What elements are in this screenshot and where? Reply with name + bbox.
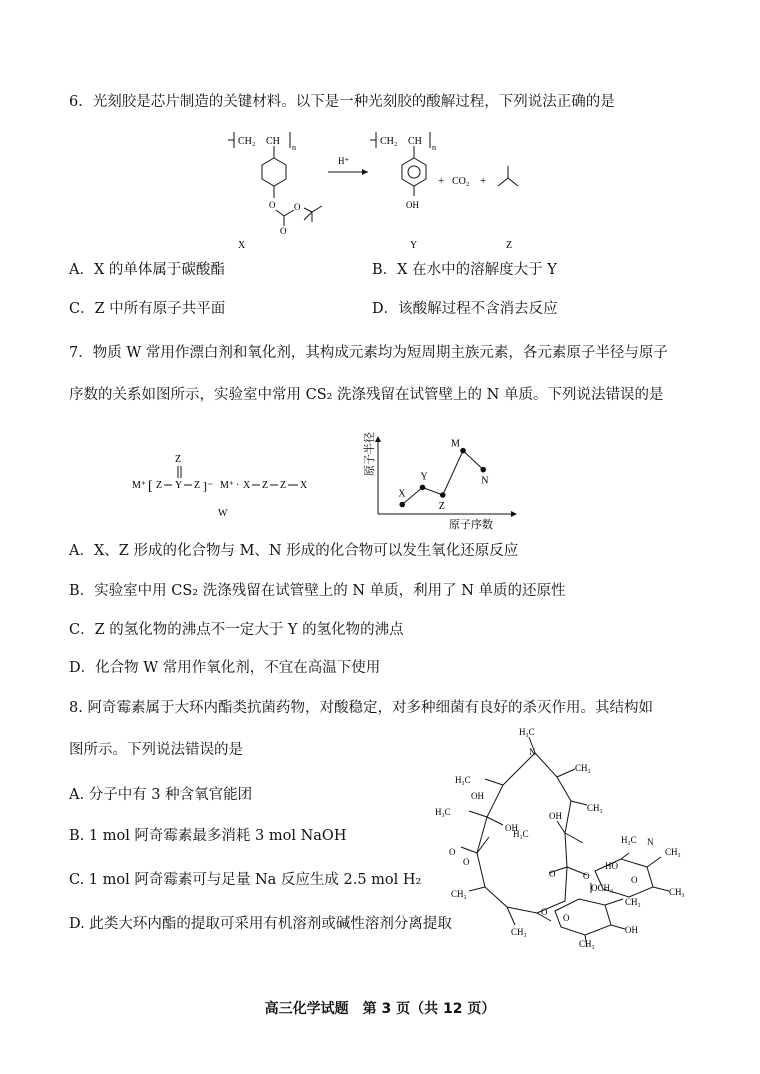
svg-text:n: n bbox=[432, 143, 436, 152]
svg-text:[: [ bbox=[148, 479, 153, 494]
svg-text:CH: CH bbox=[408, 136, 422, 147]
svg-text:CH₃: CH₃ bbox=[587, 803, 603, 813]
point-label-y: Y bbox=[420, 471, 428, 483]
y-axis-label: 原子半径 bbox=[364, 432, 376, 476]
q8-option-c[interactable]: C. 1 mol 阿奇霉素可与足量 Na 反应生成 2.5 mol H₂ bbox=[69, 872, 422, 888]
q6-option-c[interactable]: C．Z 中所有原子共平面 bbox=[69, 301, 226, 317]
svg-text:O: O bbox=[583, 871, 590, 881]
svg-text:OH: OH bbox=[625, 925, 638, 935]
co2-label: CO₂ bbox=[452, 176, 470, 187]
q8-stem-line2: 图所示。下列说法错误的是 bbox=[69, 742, 243, 758]
q7-radius-chart bbox=[345, 432, 520, 532]
svg-text:H₃C: H₃C bbox=[519, 727, 535, 737]
q6-stem: 6．光刻胶是芯片制造的关键材料。以下是一种光刻胶的酸解过程，下列说法正确的是 bbox=[69, 94, 615, 110]
svg-text:HO: HO bbox=[605, 861, 618, 871]
point-m bbox=[460, 448, 466, 454]
svg-text:+: + bbox=[480, 175, 487, 187]
svg-text:CH₃: CH₃ bbox=[625, 897, 641, 907]
q8-option-b[interactable]: B. 1 mol 阿奇霉素最多消耗 3 mol NaOH bbox=[69, 828, 347, 844]
molecule-z bbox=[498, 166, 518, 251]
q6-reaction-diagram bbox=[220, 128, 550, 256]
label-x: X bbox=[238, 240, 246, 251]
q7-stem-line1: 7．物质 W 常用作漂白剂和氧化剂，其构成元素均为短周期主族元素，各元素原子半径与原子 bbox=[69, 345, 668, 361]
svg-text:CH₂: CH₂ bbox=[380, 136, 398, 147]
svg-text:H₃C: H₃C bbox=[621, 835, 637, 845]
svg-text:OH: OH bbox=[549, 811, 562, 821]
svg-text:OH: OH bbox=[406, 200, 419, 210]
svg-text:Z: Z bbox=[280, 480, 287, 491]
point-label-z: Z bbox=[438, 501, 445, 512]
svg-text:CH₃: CH₃ bbox=[451, 889, 467, 899]
svg-text:CH₃: CH₃ bbox=[579, 939, 595, 949]
point-label-n: N bbox=[481, 475, 489, 487]
svg-text:X: X bbox=[243, 480, 251, 491]
q7-option-a[interactable]: A．X、Z 形成的化合物与 M、N 形成的化合物可以发生氧化还原反应 bbox=[69, 543, 519, 559]
x-axis-label: 原子序数 bbox=[449, 519, 493, 531]
svg-text:H₃C: H₃C bbox=[513, 829, 529, 839]
svg-text:Z: Z bbox=[262, 480, 269, 491]
svg-text:H₃C: H₃C bbox=[435, 807, 451, 817]
point-x bbox=[399, 502, 405, 508]
q6-option-a[interactable]: A．X 的单体属于碳酸酯 bbox=[69, 262, 225, 278]
label-z: Z bbox=[506, 240, 513, 251]
svg-text:OH: OH bbox=[471, 791, 484, 801]
label-y: Y bbox=[410, 240, 418, 251]
svg-text:Z: Z bbox=[194, 480, 201, 491]
q6-option-b[interactable]: B．X 在水中的溶解度大于 Y bbox=[372, 262, 557, 278]
svg-text:M⁺: M⁺ bbox=[220, 480, 235, 491]
svg-text:O: O bbox=[563, 913, 570, 923]
svg-text:]⁻: ]⁻ bbox=[203, 479, 214, 493]
q6-option-d[interactable]: D．该酸解过程不含消去反应 bbox=[372, 301, 558, 317]
svg-text:·: · bbox=[236, 480, 240, 491]
svg-text:Y: Y bbox=[175, 480, 183, 491]
q8-option-a[interactable]: A. 分子中有 3 种含氧官能团 bbox=[69, 787, 253, 803]
point-y bbox=[420, 485, 426, 491]
point-label-x: X bbox=[398, 488, 406, 500]
svg-text:O: O bbox=[269, 200, 276, 210]
svg-text:H⁺: H⁺ bbox=[338, 156, 350, 166]
q7-option-b[interactable]: B．实验室中用 CS₂ 洗涤残留在试管壁上的 N 单质，利用了 N 单质的还原性 bbox=[69, 583, 566, 599]
page-footer: 高三化学试题 第 3 页（共 12 页） bbox=[264, 1001, 496, 1017]
polymer-x bbox=[228, 132, 322, 251]
svg-text:CH₃: CH₃ bbox=[575, 763, 591, 773]
svg-text:O: O bbox=[449, 847, 456, 857]
svg-text:CH₃: CH₃ bbox=[669, 887, 685, 897]
svg-text:CH₃: CH₃ bbox=[511, 927, 527, 937]
q7-formula-w bbox=[130, 450, 330, 520]
svg-text:O: O bbox=[280, 226, 287, 236]
q8-option-d[interactable]: D. 此类大环内酯的提取可采用有机溶剂或碱性溶剂分离提取 bbox=[69, 916, 452, 932]
reaction-arrow bbox=[328, 156, 368, 175]
svg-text:OCH₃: OCH₃ bbox=[591, 883, 614, 893]
q7-option-c[interactable]: C．Z 的氢化物的沸点不一定大于 Y 的氢化物的沸点 bbox=[69, 622, 404, 638]
svg-text:OH: OH bbox=[505, 823, 518, 833]
svg-text:O: O bbox=[294, 202, 301, 212]
svg-text:+: + bbox=[438, 175, 445, 187]
point-z bbox=[440, 492, 446, 498]
svg-text:CH: CH bbox=[266, 136, 280, 147]
svg-text:Z: Z bbox=[175, 454, 182, 465]
svg-text:O: O bbox=[631, 875, 638, 885]
point-label-m: M bbox=[451, 438, 460, 450]
polymer-y bbox=[370, 132, 436, 251]
q7-stem-line2: 序数的关系如图所示，实验室中常用 CS₂ 洗涤残留在试管壁上的 N 单质。下列说法错误的是 bbox=[69, 387, 664, 403]
point-n bbox=[480, 467, 486, 473]
svg-text:W: W bbox=[218, 508, 228, 519]
svg-text:O: O bbox=[463, 857, 470, 867]
q8-stem-line1: 8. 阿奇霉素属于大环内酯类抗菌药物，对酸稳定，对多种细菌有良好的杀灭作用。其结构如 bbox=[69, 700, 653, 716]
svg-text:Z: Z bbox=[156, 480, 163, 491]
svg-text:N: N bbox=[529, 747, 536, 757]
q8-azithromycin-structure bbox=[425, 725, 705, 950]
svg-text:N: N bbox=[647, 837, 654, 847]
svg-text:O: O bbox=[541, 907, 548, 917]
svg-text:CH₂: CH₂ bbox=[238, 136, 256, 147]
svg-text:X: X bbox=[300, 480, 308, 491]
svg-text:M⁺: M⁺ bbox=[132, 480, 147, 491]
svg-text:n: n bbox=[292, 143, 296, 152]
svg-text:H₃C: H₃C bbox=[455, 775, 471, 785]
svg-text:CH₃: CH₃ bbox=[665, 847, 681, 857]
svg-text:O: O bbox=[549, 869, 556, 879]
q7-option-d[interactable]: D．化合物 W 常用作氧化剂，不宜在高温下使用 bbox=[69, 660, 381, 676]
